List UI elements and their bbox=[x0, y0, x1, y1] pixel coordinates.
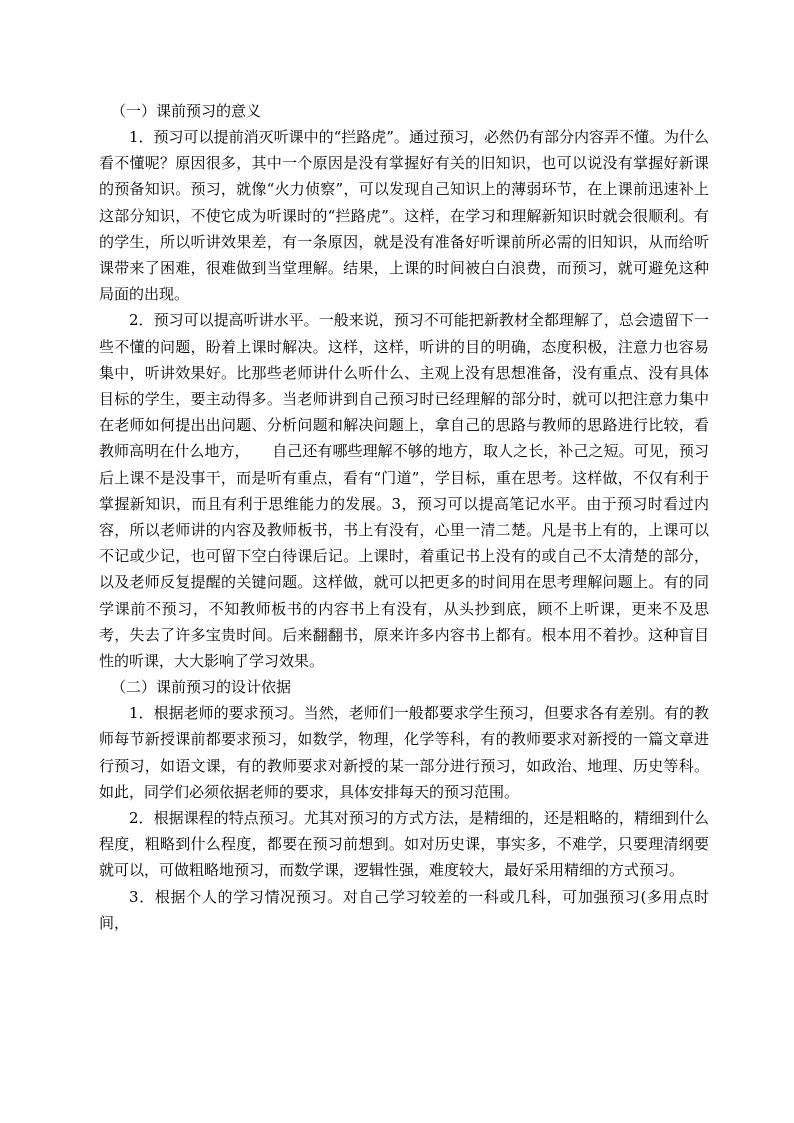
document-page bbox=[99, 98, 709, 936]
paragraph: 1．根据老师的要求预习。当然，老师们一般都要求学生预习，但要求各有差别。有的教师每节新授课前都要求预习，如数学，物理，化学等科，有的教师要求对新授的一篇文章进行预习，如语文课，有的教师要求对新授的某一部分进行预习，如政治、地理、历史等科。如此，同学们必须依据老师的要求，具体安排每天的预习范围。 bbox=[99, 704, 709, 801]
paragraph: 1．预习可以提前消灭听课中的“拦路虎”。通过预习，必然仍有部分内容弄不懂。为什么看不懂呢？原因很多，其中一个原因是没有掌握好有关的旧知识，也可以说没有掌握好新课的预备知识。预习，就像“火力侦察”，可以发现自己知识上的薄弱环节，在上课前迅速补上这部分知识，不使它成为听课时的“拦路虎”。这样，在学习和理解新知识时就会很顺利。有的学生，所以听讲效果差，有一条原因，就是没有准备好听课前所必需的旧知识，从而给听课带来了困难，很难做到当堂理解。结果，上课的时间被白白浪费，而预习，就可避免这种局面的出现。 bbox=[99, 128, 709, 304]
paragraph: 2．根据课程的特点预习。尤其对预习的方式方法，是精细的，还是粗略的，精细到什么程度，粗略到什么程度，都要在预习前想到。如对历史课，事实多，不难学，只要理清纲要就可以，可做粗略地预习，而数学课，逻辑性强，难度较大，最好采用精细的方式预习。 bbox=[99, 809, 709, 880]
paragraph: 3．根据个人的学习情况预习。对自己学习较差的一科或几科，可加强预习(多用点时间， bbox=[99, 887, 709, 932]
section-heading: （二）课前预习的设计依据 bbox=[111, 678, 292, 697]
section-heading: （一）课前预习的意义 bbox=[111, 102, 262, 120]
paragraph: 2．预习可以提高听讲水平。一般来说，预习不可能把新教材全都理解了，总会遗留下一些不懂的问题，盼着上课时解决。这样，这样，听讲的目的明确，态度积极，注意力也容易集中，听讲效果好。比那些老师讲什么听什么、主观上没有思想准备，没有重点、没有具体目标的学生，要主动得多。当老师讲到自己预习时已经理解的部分时，就可以把注意力集中在老师如何提出出问题、分析问题和解决问题上，拿自己的思路与教师的思路进行比较，看教师高明在什么地方， 自己还有哪些理解不够的地方，取人之长，补己之短。可见，预习后上课不是没事干，而是听有重点，看有“门道”，学目标，重在思考。这样做，不仅有利于掌握新知识，而且有利于思维能力的发展。3，预习可以提高笔记水平。由于预习时看过内容，所以老师讲的内容及教师板书，书上有没有，心里一清二楚。凡是书上有的，上课可以不记或少记，也可留下空白待课后记。上课时，着重记书上没有的或自己不太清楚的部分，以及老师反复提醒的关键问题。这样做，就可以把更多的时间用在思考理解问题上。有的同学课前不预习，不知教师板书的内容书上有没有，从头抄到底，顾不上听课，更来不及思考，失去了许多宝贵时间。后来翻翻书，原来许多内容书上都有。根本用不着抄。这种盲目性的听课，大大影响了学习效果。 bbox=[99, 311, 709, 671]
